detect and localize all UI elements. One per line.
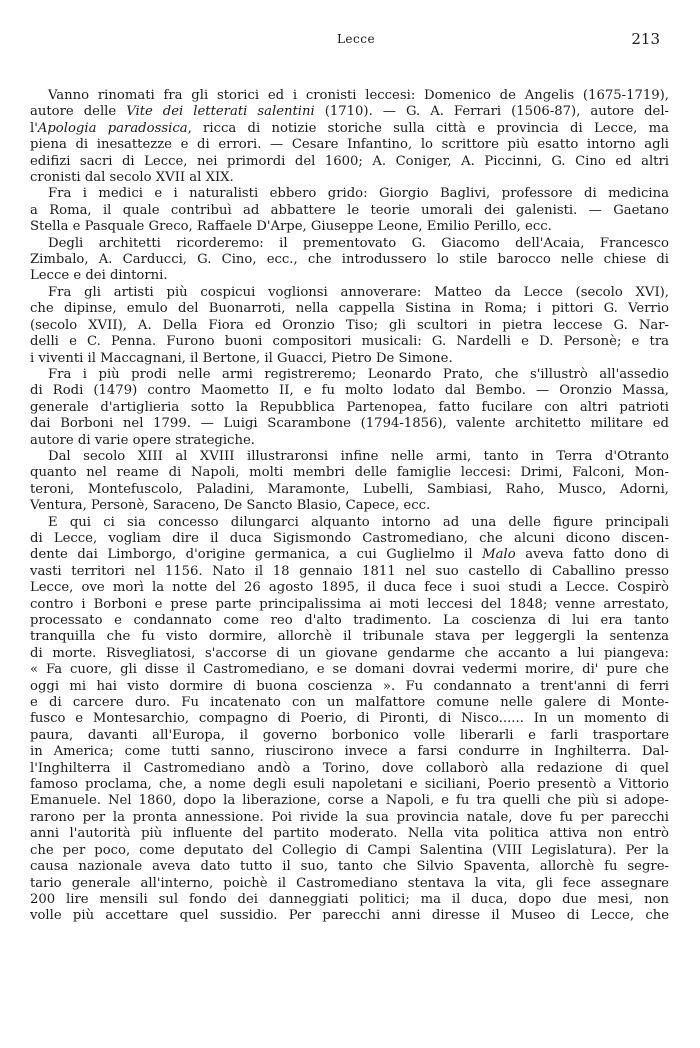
italic-title: Malo [482,547,516,563]
text-line [30,383,669,399]
paragraph [30,236,669,285]
text-line [30,679,669,695]
text-run: Degli architetti ricorderemo: il prementovato G. Giacomo dell'Acaia, Francesco [48,235,669,251]
text-line [30,728,669,744]
italic-title: Vite dei letterati salentini [126,104,315,120]
text-line [30,367,669,383]
text-line [30,88,669,104]
text-run: Fra i medici e i naturalisti ebbero grido: Giorgio Baglivi, professore di medicina [48,186,669,202]
text-line [30,498,669,514]
text-line [30,186,669,202]
text-run: E qui ci sia concesso dilungarci alquanto intorno ad una delle figure principali [48,514,669,530]
text-line [30,252,669,268]
text-run: di Lecce, vogliam dire il duca Sigismondo Castromediano, che alcuni dicono discen- [30,530,669,546]
text-line [30,580,669,596]
text-line [30,793,669,809]
text-run: fusco e Montesarchio, compagno di Poerio, di Pironti, di Nisco...... In un momento di [30,711,669,727]
text-line [30,564,669,580]
running-title: Lecce [336,32,376,46]
text-line [30,416,669,432]
text-run: edifizi sacri di Lecce, nei primordi del 1600; A. Coniger, A. Piccinni, G. Cino ed altri [30,153,669,169]
text-run: dai Borboni nel 1799. — Luigi Scarambone (1794-1856), valente architetto militare ed [30,416,669,432]
text-line [30,547,669,563]
text-run: Emanuele. Nel 1860, dopo la liberazione, corse a Napoli, e fu tra quelli che più si adope- [30,793,669,809]
text-run: paura, davanti all'Europa, il governo borbonico volle liberarli e farli trasportare [30,727,669,743]
text-run: Dal secolo XIII al XVIII illustraronsi infine nelle armi, tanto in Terra d'Otranto [48,448,669,464]
text-line [30,695,669,711]
text-run: tario generale all'interno, poichè il Castromediano stentava la vita, gli fece assegnare [30,875,669,891]
text-run: Fra i più prodi nelle armi registreremo; Leonardo Prato, che s'illustrò all'assedio [48,366,669,382]
text-run: Lecce e dei dintorni. [30,268,168,284]
text-line [30,351,669,367]
text-run: dente dai Limborgo, d'origine germanica, a cui Guglielmo il [30,547,483,563]
text-run: delli e C. Penna. Furono buoni compositori musicali: G. Nardelli e D. Personè; e tra [30,334,669,350]
paragraph [30,515,669,925]
text-line [30,892,669,908]
text-line [30,121,669,137]
text-line [30,465,669,481]
text-line [30,613,669,629]
text-run: contro i Borboni e prese parte principalissima ai moti leccesi del 1848; venne arrestato, [30,596,669,612]
text-run: Stella e Pasquale Greco, Raffaele D'Arpe, Giuseppe Leone, Emilio Perillo, ecc. [30,219,552,235]
text-line [30,449,669,465]
text-line [30,646,669,662]
text-line [30,662,669,678]
text-line [30,170,669,186]
text-run: a Roma, il quale contribuì ad abbattere le teorie umorali dei galenisti. — Gaetano [30,202,669,218]
text-run: autore di varie opere strategiche. [30,432,255,448]
text-run: Zimbalo, A. Carducci, G. Cino, ecc., che introdussero lo stile barocco nelle chiese di [30,252,669,268]
text-line [30,318,669,334]
text-run: che per poco, come deputato del Collegio di Campi Salentina (VIII Legislatura). Per la [30,842,669,858]
text-line [30,268,669,284]
text-line [30,285,669,301]
text-line [30,826,669,842]
text-run: di morte. Risvegliatosi, s'accorse di un giovane gendarme che accanto a lui piangeva: [30,645,669,661]
text-run: rarono per la pronta annessione. Poi rivide la sua provincia natale, dove fu per parecchi [30,809,669,825]
paragraph [30,88,669,186]
text-line [30,761,669,777]
text-run: e di carcere duro. Fu incatenato con un malfattore comune nelle galere di Monte- [30,695,669,711]
text-run: i viventi il Maccagnani, il Bertone, il Guacci, Pietro De Simone. [30,350,453,366]
paragraph [30,367,669,449]
paragraph [30,186,669,235]
text-run: processato e condannato come reo d'alto tradimento. La coscienza di lui era tanto [30,613,669,628]
text-line [30,908,669,924]
text-line [30,876,669,892]
text-line [30,104,669,120]
text-line [30,137,669,153]
text-line [30,859,669,875]
text-line [30,334,669,350]
text-run: che dipinse, emulo del Buonarroti, nella cappella Sistina in Roma; i pittori G. Verrio [30,301,669,317]
text-run: l'Inghilterra il Castromediano andò a Torino, dove collaborò alla redazione di quel [30,760,669,776]
text-run: quanto nel reame di Napoli, molti membri delle famiglie leccesi: Drimi, Falconi, Mon- [30,465,669,481]
text-line [30,515,669,531]
text-line [30,711,669,727]
text-run: 200 lire mensili sul fondo dei danneggiati politici; ma il duca, dopo due mesi, non [30,891,669,907]
text-line [30,301,669,317]
text-run: l' [30,120,38,136]
text-run: aveva fatto dono di [515,547,669,563]
text-run: Ventura, Personè, Saraceno, De Sancto Blasio, Capece, ecc. [30,498,431,514]
text-run: tranquilla che fu visto dormire, allorchè il tribunale stava per leggergli la sentenza [30,629,669,645]
text-run: famoso proclama, che, a nome degli esuli napoletani e siciliani, Poerio presentò a Vittorio [30,777,669,793]
text-line [30,433,669,449]
text-run: volle più accettare quel sussidio. Per parecchi anni diresse il Museo di Lecce, che [30,908,669,924]
text-run: , ricca di notizie storiche sulla città e provincia di Lecce, ma [187,120,669,136]
body-text [30,88,669,925]
text-run: oggi mi hai visto dormire di buona coscienza ». Fu condannato a trent'anni di ferri [30,678,669,694]
paragraph [30,285,669,367]
text-line [30,531,669,547]
text-line [30,154,669,170]
text-line [30,744,669,760]
text-run: generale d'artiglieria sotto la Repubblica Partenopea, fatto fucilare con altri patrioti [30,399,669,415]
text-line [30,236,669,252]
text-run: di Rodi (1479) contro Maometto II, e fu molto lodato dal Bembo. — Oronzio Massa, [30,383,669,399]
text-line [30,219,669,235]
text-run: piena di inesattezze e di errori. — Cesare Infantino, lo scrittore più esatto intorno agli [30,137,669,153]
text-line [30,203,669,219]
text-run: (1710). — G. A. Ferrari (1506-87), autore del- [314,104,670,120]
text-line [30,597,669,613]
text-run: Fra gli artisti più cospicui voglionsi annoverare: Matteo da Lecce (secolo XVI), [48,284,669,300]
text-run: vasti territori nel 1156. Nato il 18 gennaio 1811 nel suo castello di Caballino presso [30,563,669,579]
running-head [52,30,660,50]
text-line [30,843,669,859]
text-run: Lecce, ove morì la notte del 26 agosto 1895, il duca fece i suoi studi a Lecce. Cospirò [30,580,669,596]
italic-title: Apologia paradossica [37,120,188,136]
text-run: causa nazionale aveva dato tutto il suo, tanto che Silvio Spaventa, allorchè fu segre- [30,859,669,875]
text-run: anni l'autorità più influente del partito moderato. Nella vita politica attiva non entrò [30,826,669,842]
text-run: Vanno rinomati fra gli storici ed i cronisti leccesi: Domenico de Angelis (1675-1719), [48,88,669,103]
text-line [30,777,669,793]
text-line [30,400,669,416]
text-run: in America; come tutti sanno, riuscirono invece a farsi condurre in Inghilterra. Dal- [30,744,669,760]
page-number: 213 [631,30,660,48]
text-run: cronisti dal secolo XVII al XIX. [30,170,234,186]
text-line [30,810,669,826]
paragraph [30,449,669,515]
text-run: autore delle [30,104,127,120]
text-run: « Fa cuore, gli disse il Castromediano, e se domani dovrai vedermi morire, di' pure che [30,662,669,678]
text-run: teroni, Montefuscolo, Paladini, Maramonte, Lubelli, Sambiasi, Raho, Musco, Adorni, [30,481,669,497]
text-run: (secolo XVII), A. Della Fiora ed Oronzio Tiso; gli scultori in pietra leccese G. Nar- [30,317,669,333]
text-line [30,482,669,498]
text-line [30,629,669,645]
